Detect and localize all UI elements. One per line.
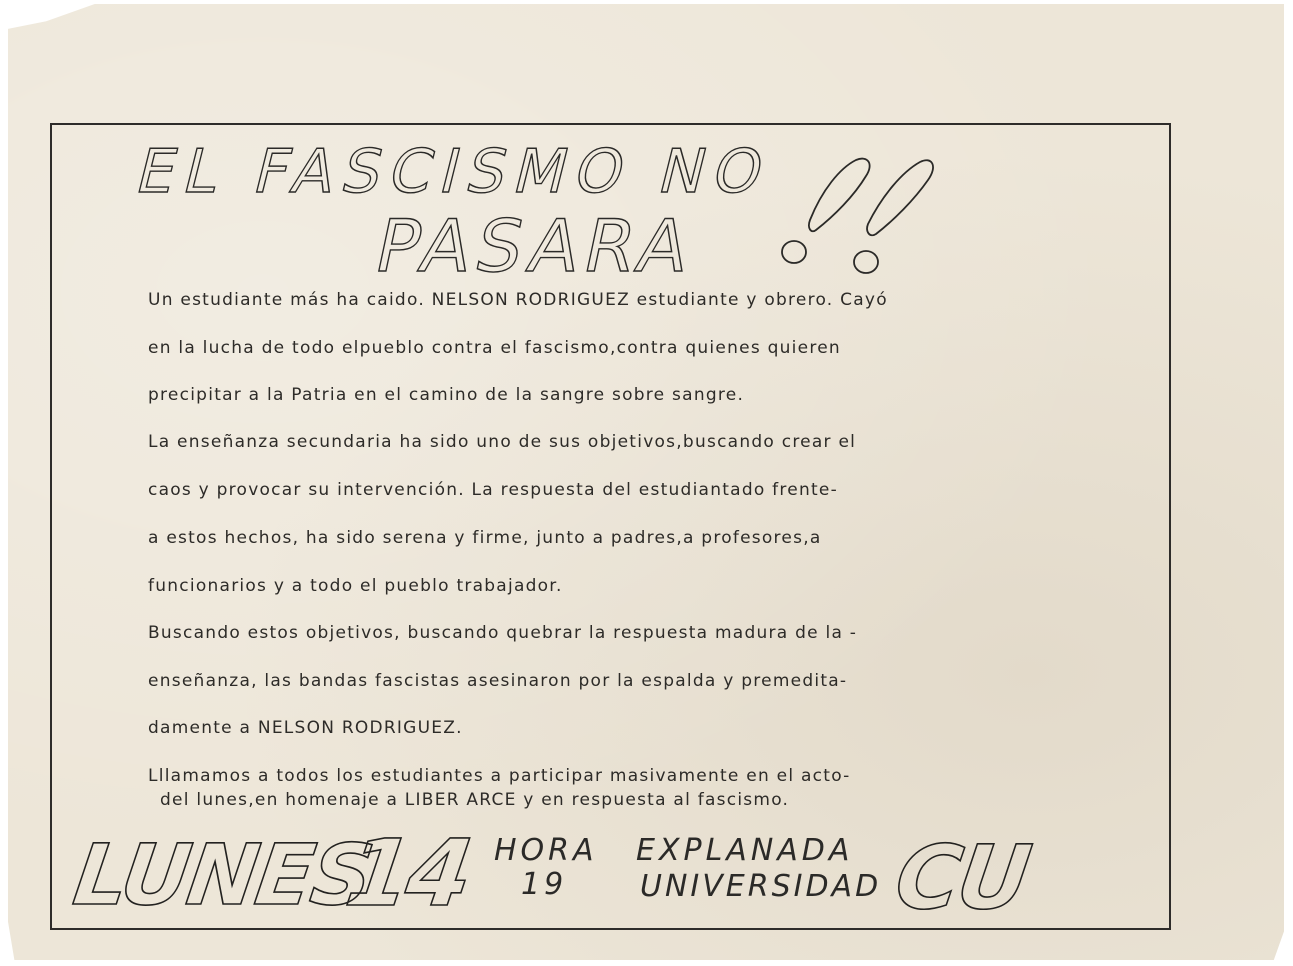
- headline-line-1: EL FASCISMO NO: [129, 137, 780, 207]
- body-line: precipitar a la Patria en el camino de la sangre sobre sangre.: [148, 385, 745, 405]
- body-line: Un estudiante más ha caido. NELSON RODRIGUEZ estudiante y obrero. Cayó: [148, 290, 888, 310]
- body-line: damente a NELSON RODRIGUEZ.: [148, 718, 463, 738]
- body-line: en la lucha de todo elpueblo contra el fascismo,contra quienes quieren: [148, 338, 841, 358]
- body-line: a estos hechos, ha sido serena y firme, junto a padres,a profesores,a: [148, 528, 822, 548]
- body-line: Lllamamos a todos los estudiantes a participar masivamente en el acto-: [148, 766, 851, 786]
- body-line: funcionarios y a todo el pueblo trabajador.: [148, 576, 563, 596]
- footer-place-line-2: UNIVERSIDAD: [640, 869, 882, 904]
- footer-day-number: 14: [339, 820, 476, 927]
- footer-place-line-1: EXPLANADA: [636, 833, 854, 868]
- footer-hora-value: 19: [521, 867, 568, 902]
- body-line: La enseñanza secundaria ha sido uno de sus objetivos,buscando crear el: [148, 432, 857, 452]
- body-line: enseñanza, las bandas fascistas asesinaron por la espalda y premedita-: [148, 671, 848, 691]
- body-line: caos y provocar su intervención. La respuesta del estudiantado frente-: [148, 480, 839, 500]
- footer-acronym: CU: [889, 826, 1035, 929]
- footer-hora-label: HORA: [494, 833, 598, 868]
- footer-day-word: LUNES: [68, 826, 378, 924]
- body-line: del lunes,en homenaje a LIBER ARCE y en respuesta al fascismo.: [160, 790, 790, 810]
- body-line: Buscando estos objetivos, buscando quebrar la respuesta madura de la -: [148, 623, 858, 643]
- headline-line-2: PASARA: [368, 204, 703, 288]
- double-exclamation-icon: [770, 150, 950, 285]
